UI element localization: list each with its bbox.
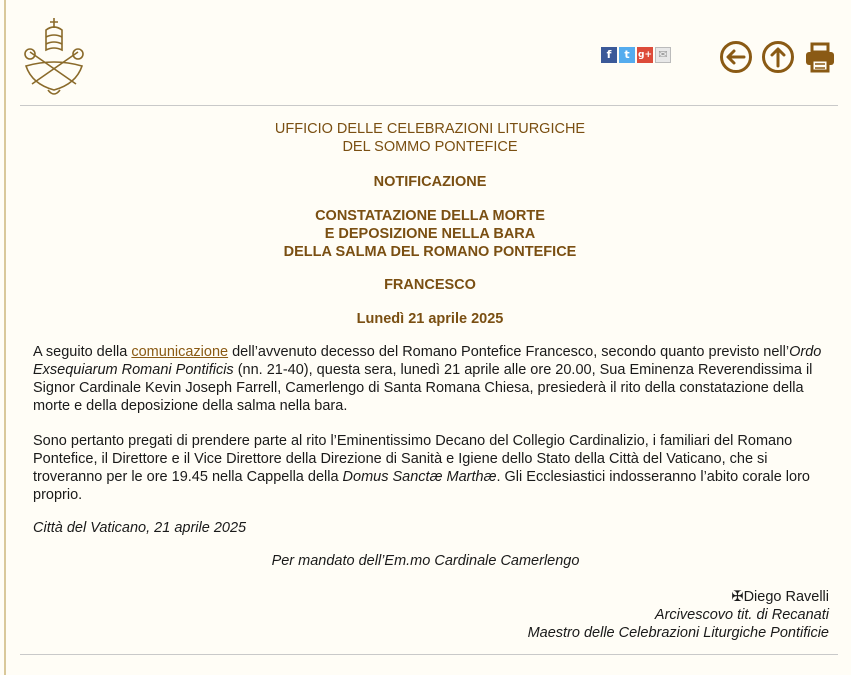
place-date: Città del Vaticano, 21 aprile 2025 — [33, 520, 247, 536]
issuing-office — [130, 120, 730, 156]
print-icon[interactable] — [803, 40, 837, 74]
p1-mid: dell’avvenuto decesso del Romano Pontefice Francesco, secondo quanto previsto nell’ — [228, 344, 790, 360]
subject-line-1: CONSTATAZIONE DELLA MORTE — [315, 208, 545, 224]
date-heading: Lunedì 21 aprile 2025 — [356, 311, 504, 327]
communication-link[interactable]: comunicazione — [131, 344, 229, 360]
p1-rest: (nn. 21-40), questa sera, lunedì 21 aprile alle ore 20.00, Sua Eminenza Reverendissima il Signor Cardinale Kevin Joseph Farrell, Camerlengo di Santa Romana Chiesa, presiederà il rito della constatazione della morte e della deposizione della salma nella bara. — [33, 362, 813, 414]
p2-italic-place: Domus Sanctæ Marthæ — [342, 469, 497, 485]
twitter-icon[interactable]: t — [619, 47, 635, 63]
p1-italic-title: Ordo Exsequiarum Romani Pontificis — [33, 344, 822, 378]
mail-icon[interactable]: ✉ — [655, 47, 671, 63]
signature-block — [528, 588, 829, 642]
mandate-line: Per mandato dell’Em.mo Cardinale Camerlengo — [271, 553, 580, 569]
up-arrow-icon[interactable] — [761, 40, 795, 74]
signatory-name: ✠Diego Ravelli — [731, 589, 829, 605]
subject-line-2: E DEPOSIZIONE NELLA BARA — [324, 226, 536, 242]
facebook-icon[interactable]: f — [601, 47, 617, 63]
paragraph-announcement — [33, 343, 833, 415]
office-line-2: DEL SOMMO PONTEFICE — [342, 139, 518, 155]
page-actions — [719, 40, 837, 74]
office-line-1: UFFICIO DELLE CELEBRAZIONI LITURGICHE — [274, 121, 586, 137]
top-divider — [20, 105, 838, 106]
document-type: NOTIFICAZIONE — [373, 174, 487, 190]
p1-lead: A seguito della — [33, 344, 132, 360]
signatory-title-1: Arcivescovo tit. di Recanati — [654, 607, 829, 623]
pope-name: FRANCESCO — [384, 277, 476, 293]
paragraph-attendees — [33, 432, 833, 504]
social-share-bar — [601, 47, 671, 63]
document-subject — [130, 207, 730, 261]
google-plus-icon[interactable]: g+ — [637, 47, 653, 63]
p2-rest: . Gli Ecclesiastici indosseranno l’abito corale loro proprio. — [33, 469, 810, 503]
bottom-divider — [20, 654, 838, 655]
signatory-title-2: Maestro delle Celebrazioni Liturgiche Pontificie — [527, 625, 829, 641]
papal-emblem-icon — [18, 14, 90, 100]
back-arrow-icon[interactable] — [719, 40, 753, 74]
subject-line-3: DELLA SALMA DEL ROMANO PONTEFICE — [283, 244, 577, 260]
p2-lead: Sono pertanto pregati di prendere parte al rito l’Eminentissimo Decano del Collegio Cardinalizio, i familiari del Romano Pontefice, il Direttore e il Vice Direttore della Direzione di Sanità e Igiene dello Stato della Città del Vaticano, che si troveranno per le ore 19.45 nella Cappella della — [33, 433, 793, 485]
page-header — [0, 0, 851, 106]
